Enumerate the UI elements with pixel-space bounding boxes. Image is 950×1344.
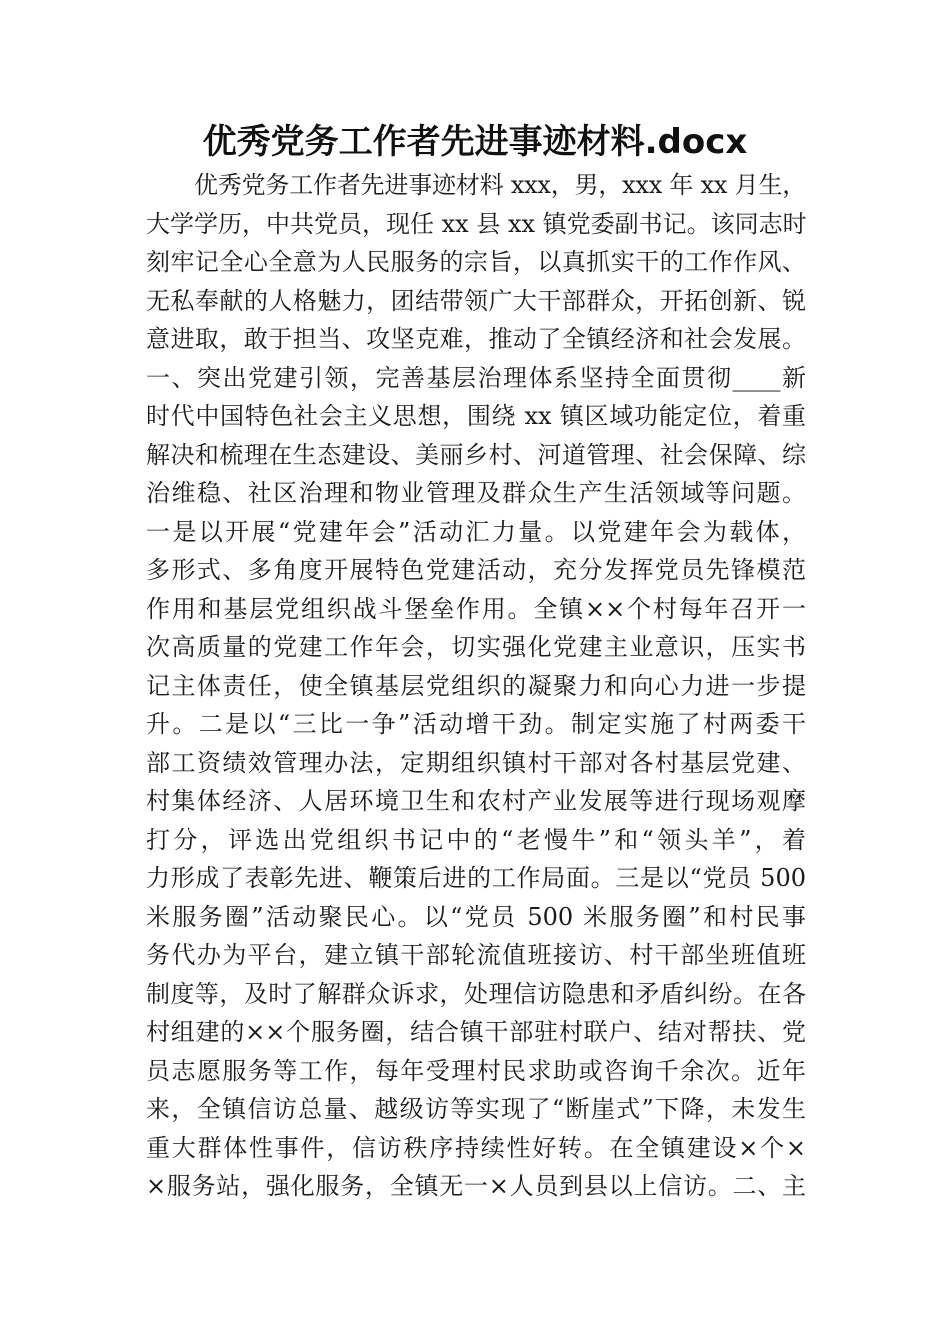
body-line: 作用和基层党组织战斗堡垒作用。全镇××个村每年召开一 [146,594,806,623]
body-line: 治维稳、社区治理和物业管理及群众生产生活领域等问题。 [146,479,806,507]
body-line: 员志愿服务等工作，每年受理村民求助或咨询千余次。近年 [146,1056,806,1085]
document-title: 优秀党务工作者先进事迹材料.docx [202,122,748,162]
body-line: 村组建的××个服务圈，结合镇干部驻村联户、结对帮扶、党 [146,1018,806,1046]
body-line: 制度等，及时了解群众诉求，处理信访隐患和矛盾纠纷。在各 [146,979,806,1008]
body-line: 多形式、多角度开展特色党建活动，充分发挥党员先锋模范 [146,556,806,584]
body-line: 部工资绩效管理办法，定期组织镇村干部对各村基层党建、 [146,748,806,777]
body-line: 一是以开展“党建年会”活动汇力量。以党建年会为载体， [146,517,806,546]
body-line: 村集体经济、人居环境卫生和农村产业发展等进行现场观摩 [146,787,806,815]
body-line: 次高质量的党建工作年会，切实强化党建主业意识，压实书 [146,633,806,661]
body-line: 刻牢记全心全意为人民服务的宗旨，以真抓实干的工作作风、 [146,248,806,276]
body-line: 打分，评选出党组织书记中的“老慢牛”和“领头羊”，着 [146,825,806,854]
body-line: 一、突出党建引领，完善基层治理体系坚持全面贯彻____新 [146,363,806,392]
body-line: 解决和梳理在生态建设、美丽乡村、河道管理、社会保障、综 [146,440,806,469]
body-line: 来，全镇信访总量、越级访等实现了“断崖式”下降，未发生 [146,1095,806,1123]
body-line: 米服务圈”活动聚民心。以“党员 500 米服务圈”和村民事 [146,902,806,931]
body-line: 升。二是以“三比一争”活动增干劲。制定实施了村两委干 [146,710,806,738]
body-line: 重大群体性事件，信访秩序持续性好转。在全镇建设×个× [146,1133,806,1162]
body-line: 力形成了表彰先进、鞭策后进的工作局面。三是以“党员 500 [146,864,806,892]
body-line: 记主体责任，使全镇基层党组织的凝聚力和向心力进一步提 [146,671,806,700]
body-line: ×服务站，强化服务，全镇无一×人员到县以上信访。二、主 [146,1172,806,1200]
body-line: 优秀党务工作者先进事迹材料 xxx，男，xxx 年 xx 月生， [194,171,806,199]
body-line: 时代中国特色社会主义思想，围绕 xx 镇区域功能定位，着重 [146,402,806,430]
body-line: 大学学历，中共党员，现任 xx 县 xx 镇党委副书记。该同志时 [146,209,807,238]
document-body [146,166,806,1206]
body-line: 务代办为平台，建立镇干部轮流值班接访、村干部坐班值班 [146,941,806,969]
body-line: 无私奉献的人格魅力，团结带领广大干部群众，开拓创新、锐 [146,286,806,315]
body-line: 意进取，敢于担当、攻坚克难，推动了全镇经济和社会发展。 [146,325,806,353]
